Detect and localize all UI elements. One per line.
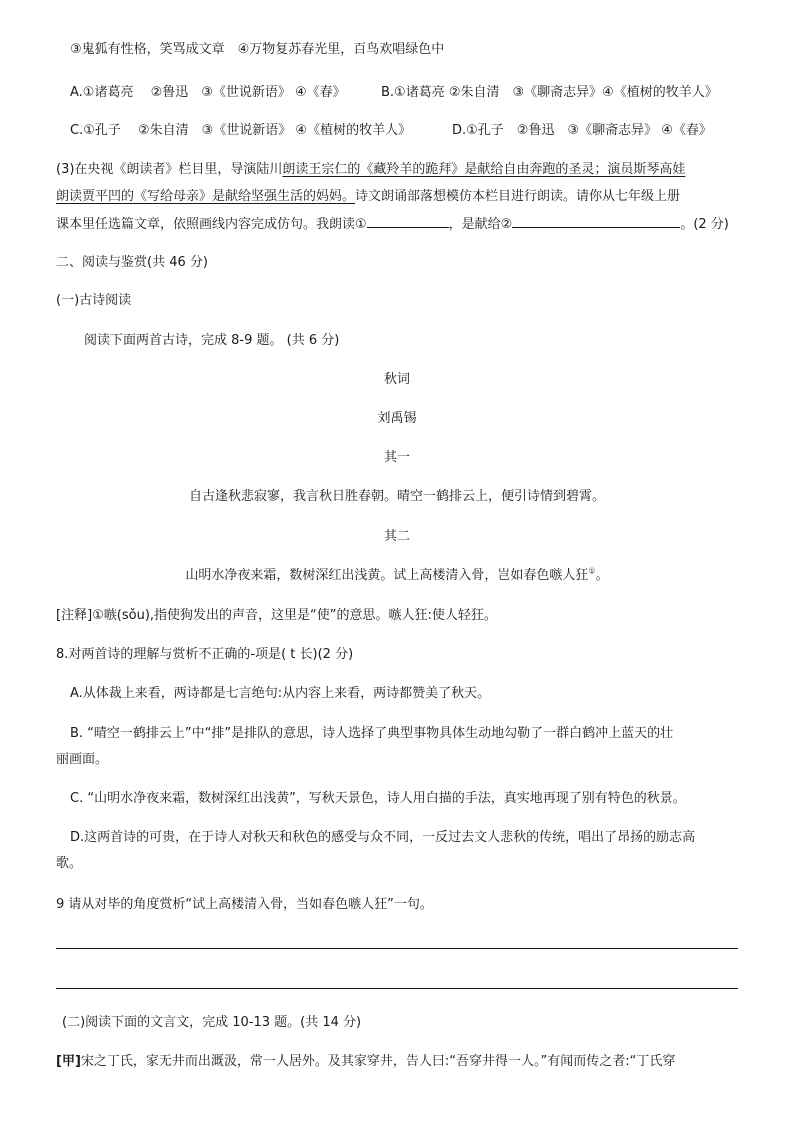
q3-line-3: 课本里任选篇文章，依照画线内容完成仿句。我朗读① ，是献给② 。(2 分) [56, 213, 729, 235]
subsection-title-poetry: (一)古诗阅读 [56, 293, 132, 308]
q3-underline-2: 朗读贾平凹的《写给母亲》是献给坚强生活的妈妈。 [56, 189, 356, 204]
q7-option-a: A.①诸葛亮 ②鲁迅 ③《世说新语》 ④《春》 [70, 85, 346, 100]
section-title: 二、阅读与鉴赏(共 46 分) [56, 255, 208, 270]
classical-text: 宋之丁氏，家无井而出溉汲，常一人居外。及其家穿井，告人曰:“吾穿井得一人。”有闻而传之者:“丁氏穿 [80, 1054, 676, 1069]
q8-stem: 8.对两首诗的理解与赏析不正确的-项是( t 长)(2 分) [56, 647, 354, 662]
poem-part2-text: 山明水净夜来霜，数树深红出浅黄。试上高楼清入骨，岂如春色嗾人狂 [185, 568, 589, 583]
q3-prefix: (3)在央视《朗读者》栏目里，导演陆川 [56, 162, 283, 177]
q8-option-c: C. “山明水净夜来霜，数树深红出浅黄”，写秋天景色，诗人用白描的手法，真实地再现了别有特色的秋景。 [70, 791, 686, 806]
q3-rest-2: 诗文朗诵部落想模仿本栏目进行朗读。请你从七年级上册 [355, 189, 681, 204]
poem-part2-label: 其二 [383, 529, 410, 544]
answer-line-2[interactable] [56, 988, 738, 989]
q8-option-d-line2: 歌。 [56, 856, 83, 871]
q8-option-b-line2: 丽画面。 [56, 752, 109, 767]
q8-option-b-line1: B. “晴空一鹤排云上”中“排”是排队的意思，诗人选择了典型事物具体生动地勾勒了一群白鹤冲上蓝天的壮 [70, 726, 674, 741]
q8-option-d-line1: D.这两首诗的可贵，在于诗人对秋天和秋色的感受与众不同，一反过去文人悲秋的传统，唱出了昂扬的励志高 [70, 830, 696, 845]
q3-line-2 [56, 187, 680, 207]
q9-stem: 9 请从对毕的角度赏析“试上高楼清入骨，当如春色嗾人狂”一句。 [56, 897, 433, 912]
poem-note: [注释]①嗾(sǒu),指使狗发出的声音，这里是“使”的意思。嗾人狂:使人轻狂。 [56, 608, 497, 623]
q7-option-b: B.①诸葛亮 ②朱自清 ③《聊斋志异》④《植树的牧羊人》 [381, 85, 718, 100]
q7-option-c: C.①孔子 ②朱自清 ③《世说新语》 ④《植树的牧羊人》 [70, 123, 412, 138]
footnote-marker: ① [588, 566, 596, 576]
q8-option-a: A.从体裁上来看，两诗都是七言绝句:从内容上来看，两诗都赞美了秋天。 [70, 686, 491, 701]
subsection-title-classical: (二)阅读下面的文言文，完成 10-13 题。(共 14 分) [62, 1015, 362, 1030]
q3-line-1 [56, 160, 685, 180]
classical-text-line [56, 1052, 675, 1072]
poem-part2-line: 山明水净夜来霜，数树深红出浅黄。试上高楼清入骨，岂如春色嗾人狂①。 [185, 566, 609, 583]
q7-option-d: D.①孔子 ②鲁迅 ③《聊斋志异》 ④《春》 [452, 123, 712, 138]
poem-part1-label: 其一 [383, 450, 410, 465]
poem-intro: 阅读下面两首古诗，完成 8-9 题。 (共 6 分) [84, 333, 340, 348]
passage-label: [甲] [56, 1054, 81, 1069]
poem-title: 秋词 [383, 372, 410, 387]
q7-items-line: ③鬼狐有性格，笑骂成文章 ④万物复苏春光里，百鸟欢唱绿色中 [70, 42, 445, 57]
poem-author: 刘禹锡 [377, 411, 417, 426]
q3-blank-1[interactable] [367, 213, 449, 228]
q3-underline-1: 朗读王宗仁的《藏羚羊的跪拜》是献给自由奔跑的圣灵；演员斯琴高娃 [282, 162, 686, 177]
answer-line-1[interactable] [56, 948, 738, 949]
poem-part1-text: 自古逢秋悲寂寥，我言秋日胜春朝。晴空一鹤排云上，便引诗情到碧霄。 [188, 489, 605, 504]
q3-blank-2[interactable] [512, 213, 680, 228]
